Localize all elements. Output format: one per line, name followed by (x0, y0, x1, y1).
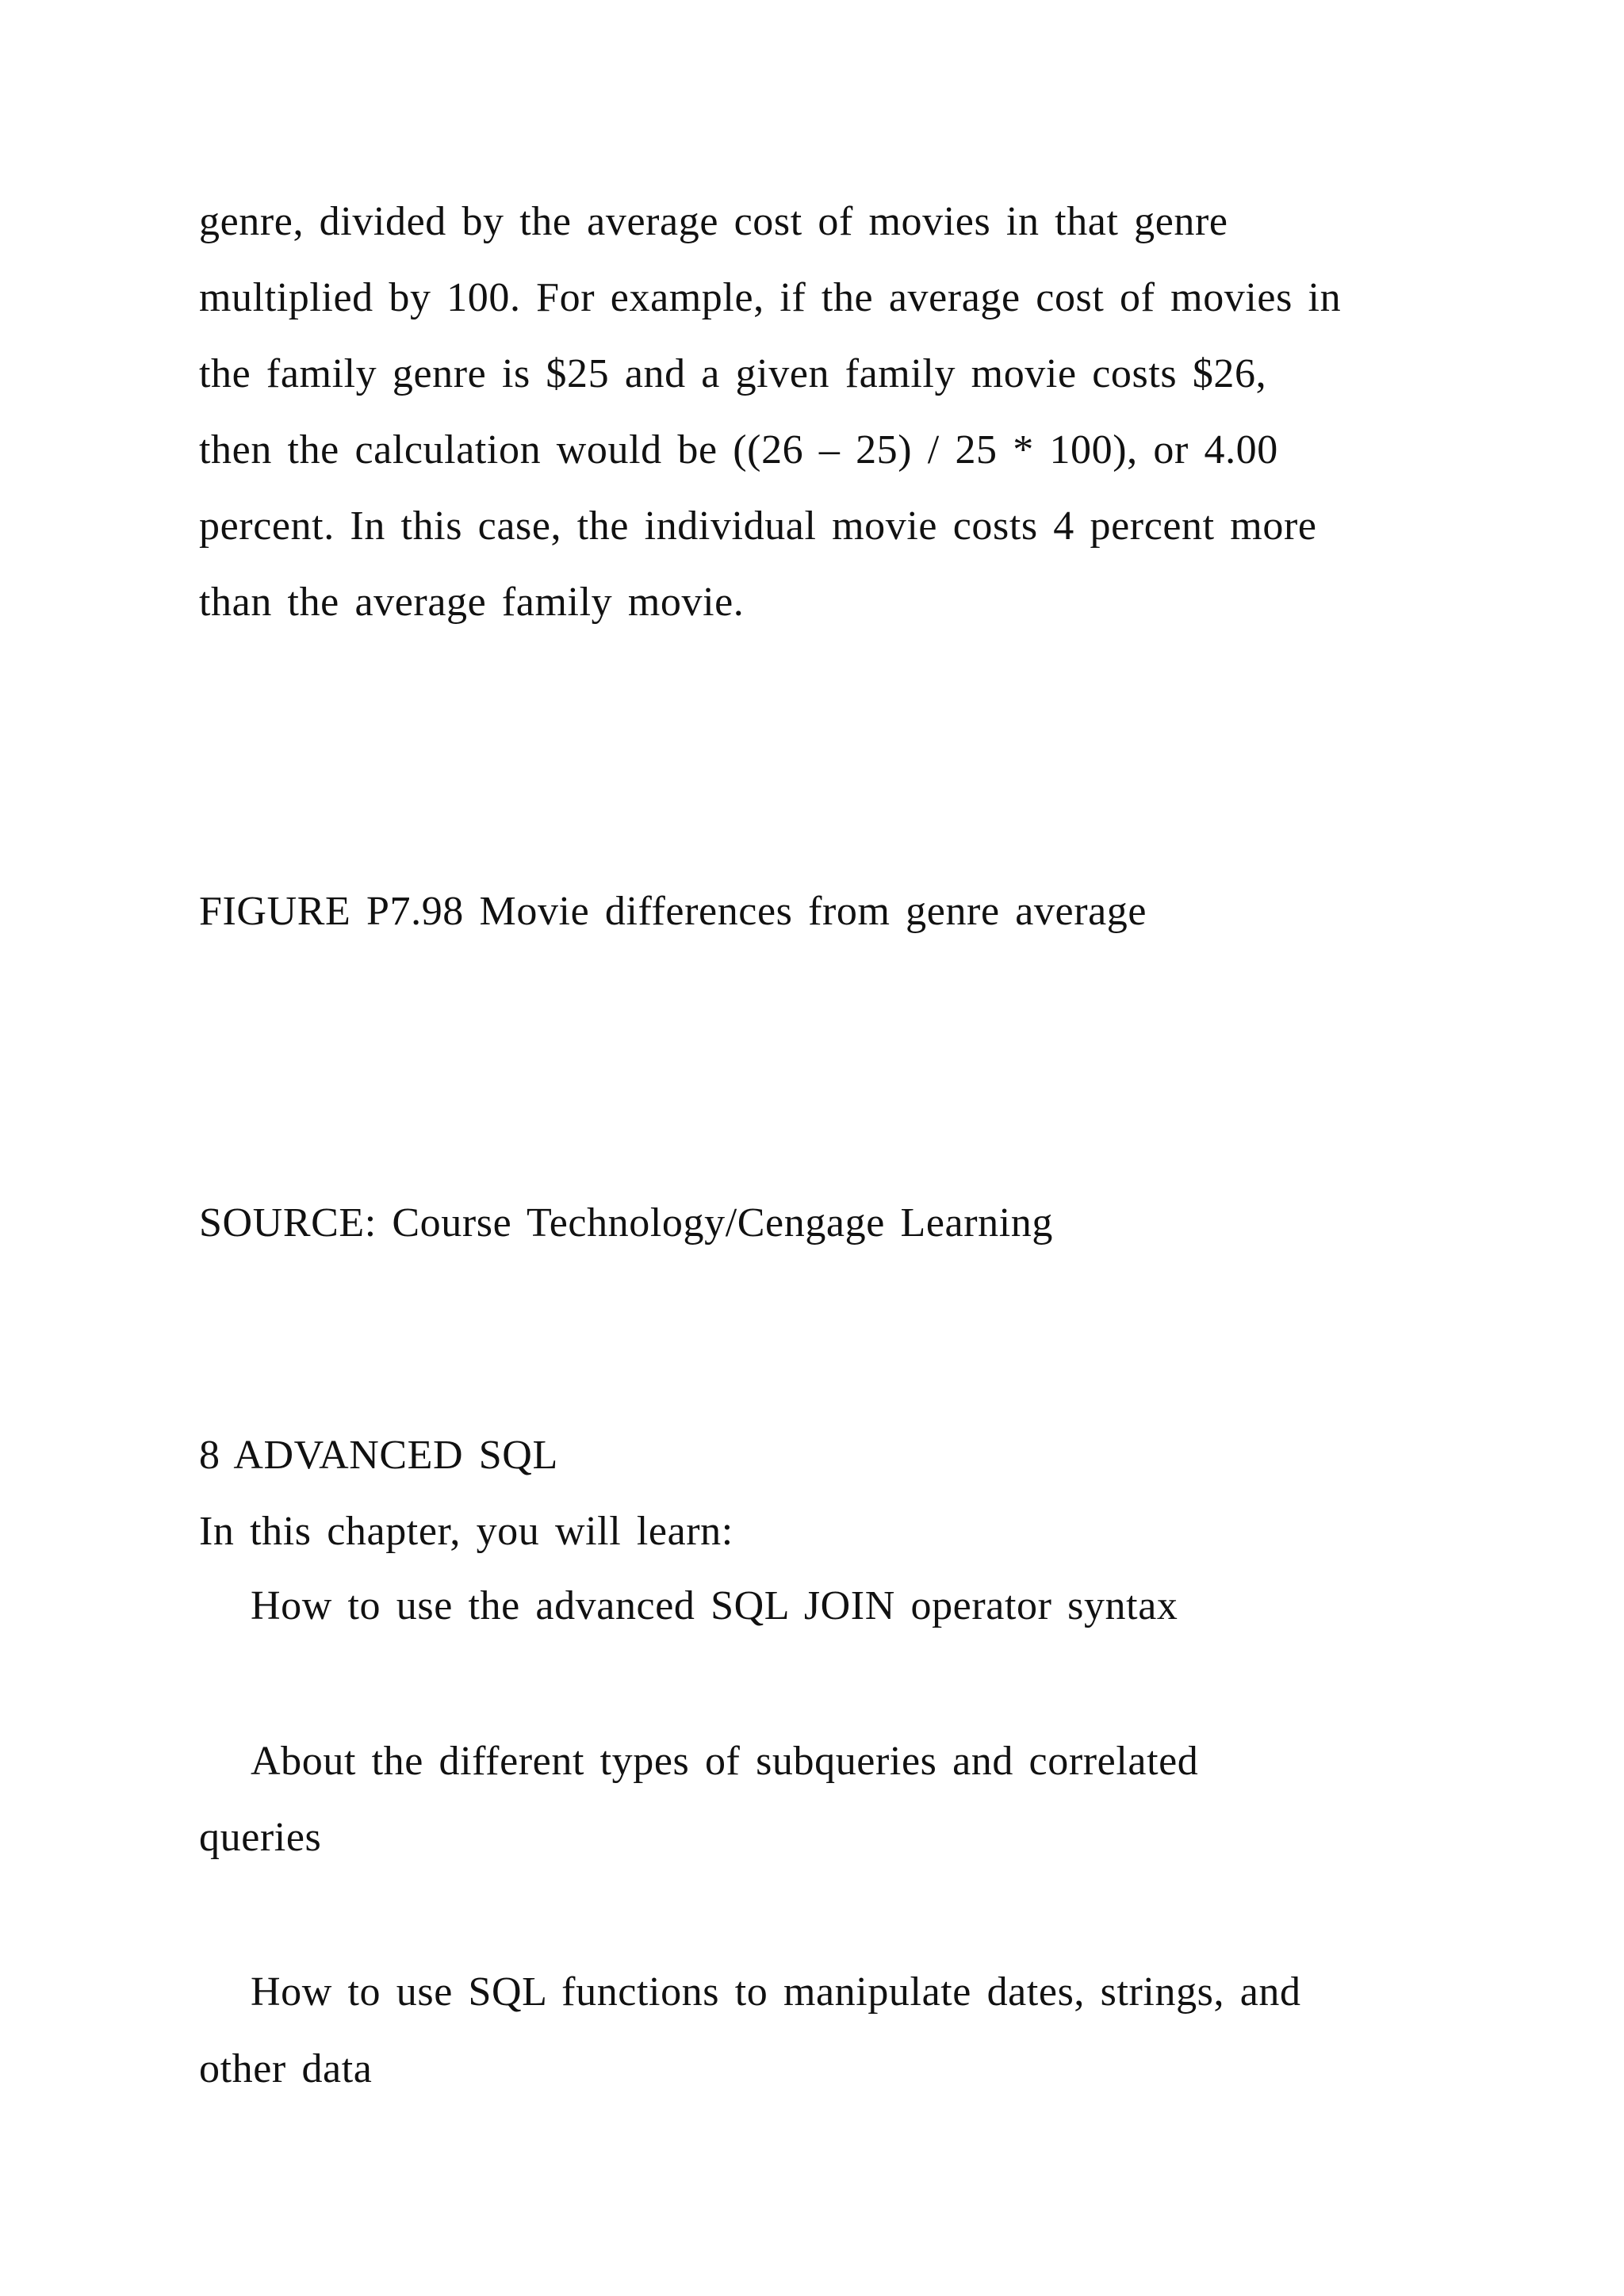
paragraph-line-6: than the average family movie. (199, 580, 745, 625)
objective-3-line-1: How to use SQL functions to manipulate dates, strings, and (251, 1969, 1301, 2015)
objective-2-line-1: About the different types of subqueries and correlated (251, 1739, 1199, 1784)
figure-source: SOURCE: Course Technology/Cengage Learning (199, 1200, 1053, 1246)
figure-caption: FIGURE P7.98 Movie differences from genre average (199, 889, 1147, 934)
paragraph-line-3: the family genre is $25 and a given family movie costs $26, (199, 351, 1267, 396)
objective-1-line-1: How to use the advanced SQL JOIN operator syntax (251, 1583, 1178, 1628)
paragraph-line-4: then the calculation would be ((26 – 25) / 25 * 100), or 4.00 (199, 427, 1278, 473)
paragraph-line-2: multiplied by 100. For example, if the average cost of movies in (199, 275, 1342, 320)
objective-2-line-2: queries (199, 1815, 322, 1860)
objective-3-line-2: other data (199, 2046, 373, 2091)
paragraph-line-5: percent. In this case, the individual movie costs 4 percent more (199, 503, 1317, 549)
chapter-title: 8 ADVANCED SQL (199, 1433, 558, 1478)
paragraph-line-1: genre, divided by the average cost of movies in that genre (199, 199, 1228, 244)
chapter-intro: In this chapter, you will learn: (199, 1509, 733, 1554)
